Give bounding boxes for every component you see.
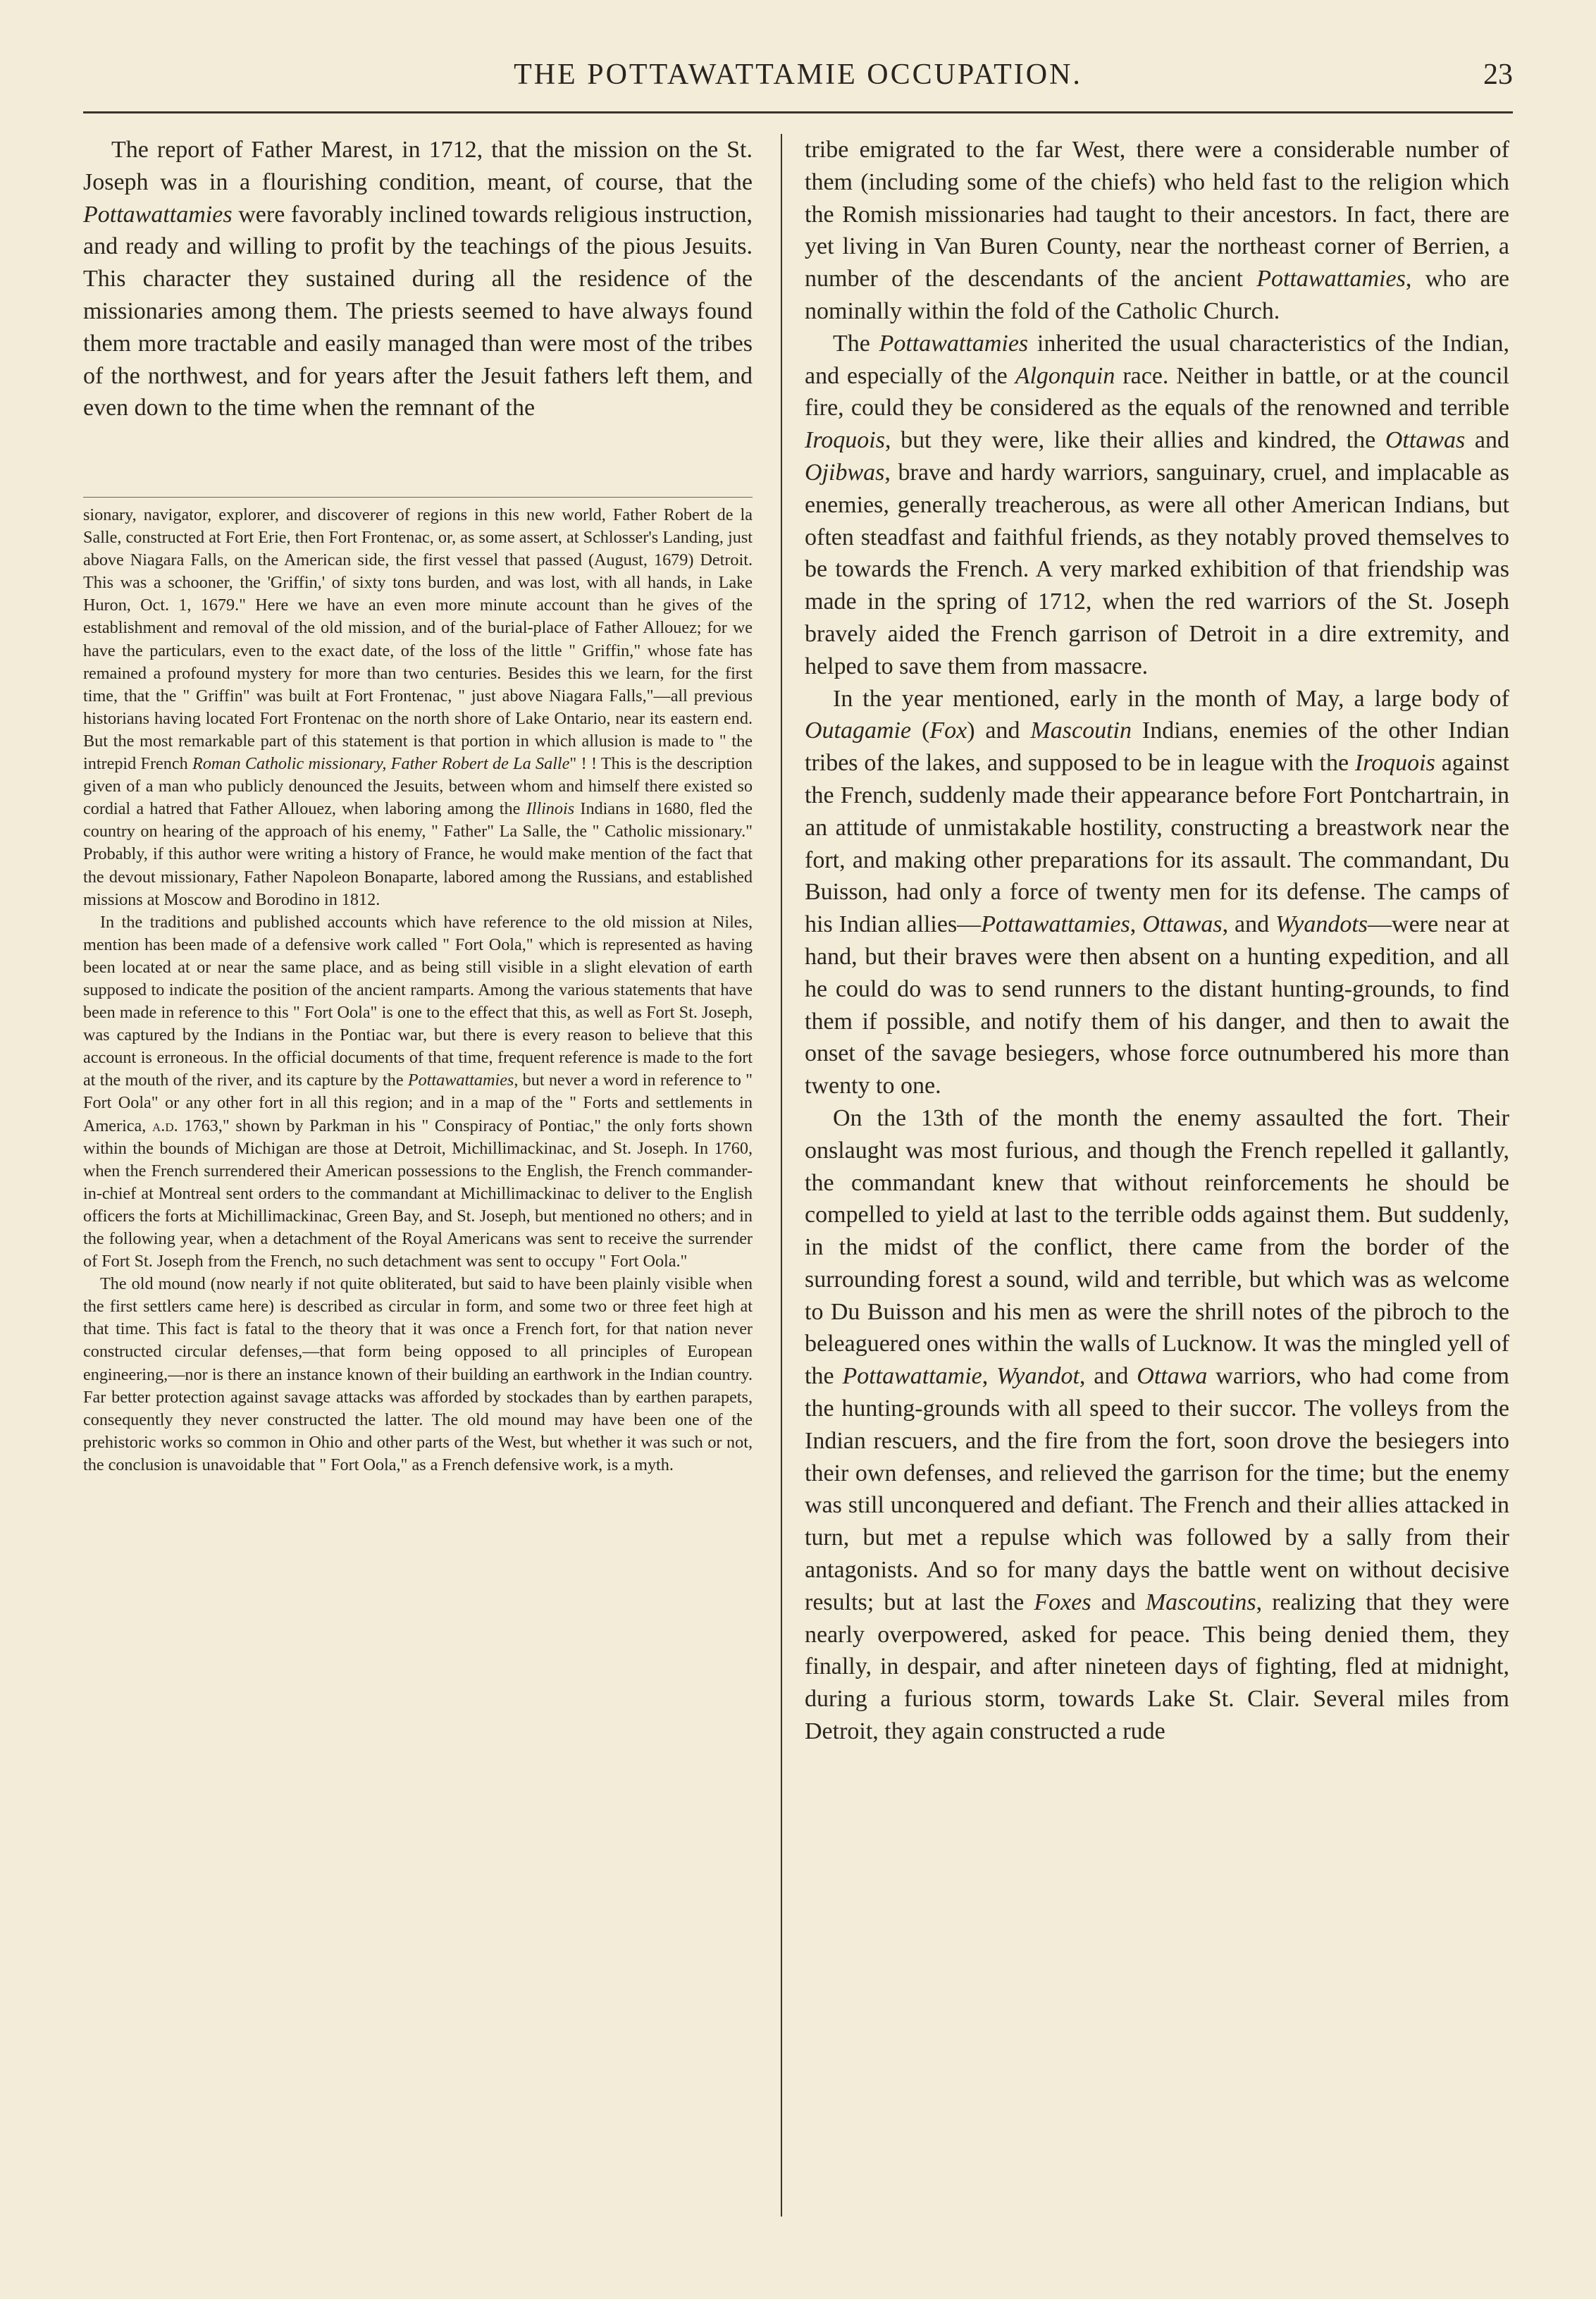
- footnote: [83, 504, 753, 1477]
- column-divider: [781, 134, 782, 2217]
- paragraph: On the 13th of the month the enemy assaulted the fort. Their onslaught was most furious, and though the French repelled it gallantly, the commandant knew that without reinforcements he should be compelled to yield at last to the terrible odds against them. But suddenly, in the midst of the conflict, there came from the border of the surrounding forest a sound, wild and terrible, but which was as welcome to Du Buisson and his men as were the shrill notes of the pibroch to the beleaguered ones within the walls of Lucknow. It was the mingled yell of the Pottawattamie, Wyandot, and Ottawa warriors, who had come from the hunting-grounds with all speed to their succor. The volleys from the Indian rescuers, and the fire from the fort, soon drove the besiegers into their own defenses, and relieved the garrison for the time; but the enemy was still unconquered and defiant. The French and their allies attacked in turn, but met a repulse which was followed by a sally from their antagonists. And so for many days the battle went on without decisive results; but at last the Foxes and Mascoutins, realizing that they were nearly overpowered, asked for peace. This being denied them, they finally, in despair, and after nineteen days of fighting, fled at midnight, during a furious storm, towards Lake St. Clair. Several miles from Detroit, they again constructed a rude: [805, 1104, 1510, 1745]
- footnote-paragraph: The old mound (now nearly if not quite obliterated, but said to have been plainly visible when the first settlers came here) is described as circular in form, and some two or three feet high at that time. This fact is fatal to the theory that it was once a French fort, for that nation never constructed circular defenses,—that form being opposed to all principles of European engineering,—nor is there an instance known of their building an earthwork in the Indian country. Far better protection against savage attacks was afforded by stockades than by earthen parapets, consequently they never constructed the latter. The old mound may have been one of the prehistoric works so common in Ohio and other parts of the West, but whether it was such or not, the conclusion is unavoidable that " Fort Oola," as a French defensive work, is a myth.: [83, 1274, 753, 1474]
- page-header: [83, 49, 1513, 99]
- paragraph: The report of Father Marest, in 1712, that the mission on the St. Joseph was in a flourishing condition, meant, of course, that the Pottawattamies were favorably inclined towards religious instruction, and ready and willing to profit by the teachings of the pious Jesuits. This character they sustained during all the residence of the missionaries among them. The priests seemed to have always found them more tractable and easily managed than were most of the tribes of the northwest, and for years after the Jesuit fathers left them, and even down to the time when the remnant of the: [83, 137, 753, 421]
- header-rule: [83, 111, 1513, 113]
- paragraph: In the year mentioned, early in the month of May, a large body of Outagamie (Fox) and Mascoutin Indians, enemies of the other Indian tribes of the lakes, and supposed to be in league with the Iroquois against the French, suddenly made their appearance before Fort Pontchartrain, in an attitude of unmistakable hostility, constructing a breastwork near the fort, and making other preparations for its assault. The commandant, Du Buisson, had only a force of twenty men for its defense. The camps of his Indian allies—Pottawattamies, Ottawas, and Wyandots—were near at hand, but their braves were then absent on a hunting expedition, and all he could do was to send runners to the distant hunting-grounds, to find them if possible, and notify them of his danger, and then to await the onset of the savage besiegers, whose force outnumbered his more than twenty to one.: [805, 685, 1510, 1099]
- running-head: THE POTTAWATTAMIE OCCUPATION.: [514, 58, 1082, 91]
- left-column: [83, 134, 753, 424]
- paragraph: tribe emigrated to the far West, there were a considerable number of them (including some of the chiefs) who held fast to the religion which the Romish missionaries had taught to their ancestors. In fact, there are yet living in Van Buren County, near the northeast corner of Berrien, a number of the descendants of the ancient Pottawattamies, who are nominally within the fold of the Catholic Church.: [805, 137, 1510, 324]
- footnote-paragraph: In the traditions and published accounts which have reference to the old mission at Niles, mention has been made of a defensive work called " Fort Oola," which is represented as having been located at or near the same place, and as being still visible in a slight elevation of earth supposed to indicate the position of the ancient ramparts. Among the various statements that have been made in reference to this " Fort Oola" is one to the effect that this, as well as Fort St. Joseph, was captured by the Indians in the Pontiac war, but there is every reason to believe that this account is erroneous. In the official documents of that time, frequent reference is made to the fort at the mouth of the river, and its capture by the Pottawattamies, but never a word in reference to " Fort Oola" or any other fort in all this region; and in a map of the " Forts and settlements in America, a.d. 1763," shown by Parkman in his " Conspiracy of Pontiac," the only forts shown within the bounds of Michigan are those at Detroit, Michillimackinac, and St. Joseph. In 1760, when the French surrendered their American possessions to the English, the French commander-in-chief at Montreal sent orders to the commandant at Michillimackinac to deliver to the English officers the forts at Michillimackinac, Green Bay, and St. Joseph, but mentioned no others; and in the following year, when a detachment of the Royal Americans was sent to receive the surrender of Fort St. Joseph from the French, no such detachment was sent to occupy " Fort Oola.": [83, 912, 753, 1271]
- page-number: 23: [1483, 58, 1513, 91]
- footnote-rule: [83, 497, 753, 498]
- right-column: [805, 134, 1509, 1748]
- paragraph: The Pottawattamies inherited the usual characteristics of the Indian, and especially of the Algonquin race. Neither in battle, or at the council fire, could they be considered as the equals of the renowned and terrible Iroquois, but they were, like their allies and kindred, the Ottawas and Ojibwas, brave and hardy warriors, sanguinary, cruel, and implacable as enemies, generally treacherous, as were all other American Indians, but often steadfast and faithful friends, as they notably proved themselves to be towards the French. A very marked exhibition of that friendship was made in the spring of 1712, when the red warriors of the St. Joseph bravely aided the French garrison of Detroit in a dire extremity, and helped to save them from massacre.: [805, 330, 1510, 679]
- footnote-paragraph: sionary, navigator, explorer, and discoverer of regions in this new world, Father Robert de la Salle, constructed at Fort Erie, then Fort Frontenac, or, as some assert, at Schlosser's Landing, just above Niagara Falls, on the American side, the first vessel that passed (August, 1679) Detroit. This was a schooner, the 'Griffin,' of sixty tons burden, and was lost, with all hands, in Lake Huron, Oct. 1, 1679." Here we have an even more minute account than he gives of the establishment and removal of the old mission, and of the burial-place of Father Allouez; for we have the particulars, even to the exact date, of the loss of the little " Griffin," whose fate has remained a profound mystery for more than two centuries. Besides this we learn, for the first time, that the " Griffin" was built at Fort Frontenac, " just above Niagara Falls,"—all previous historians having located Fort Frontenac on the north shore of Lake Ontario, near its eastern end. But the most remarkable part of this statement is that portion in which allusion is made to " the intrepid French Roman Catholic missionary, Father Robert de La Salle" ! ! This is the description given of a man who publicly denounced the Jesuits, between whom and himself there existed so cordial a hatred that Father Allouez, when laboring among the Illinois Indians in 1680, fled the country on hearing of the approach of his enemy, " Father" La Salle, the " Catholic missionary." Probably, if this author were writing a history of France, he would make mention of the fact that the devout missionary, Father Napoleon Bonaparte, labored among the Russians, and established missions at Moscow and Borodino in 1812.: [83, 505, 753, 909]
